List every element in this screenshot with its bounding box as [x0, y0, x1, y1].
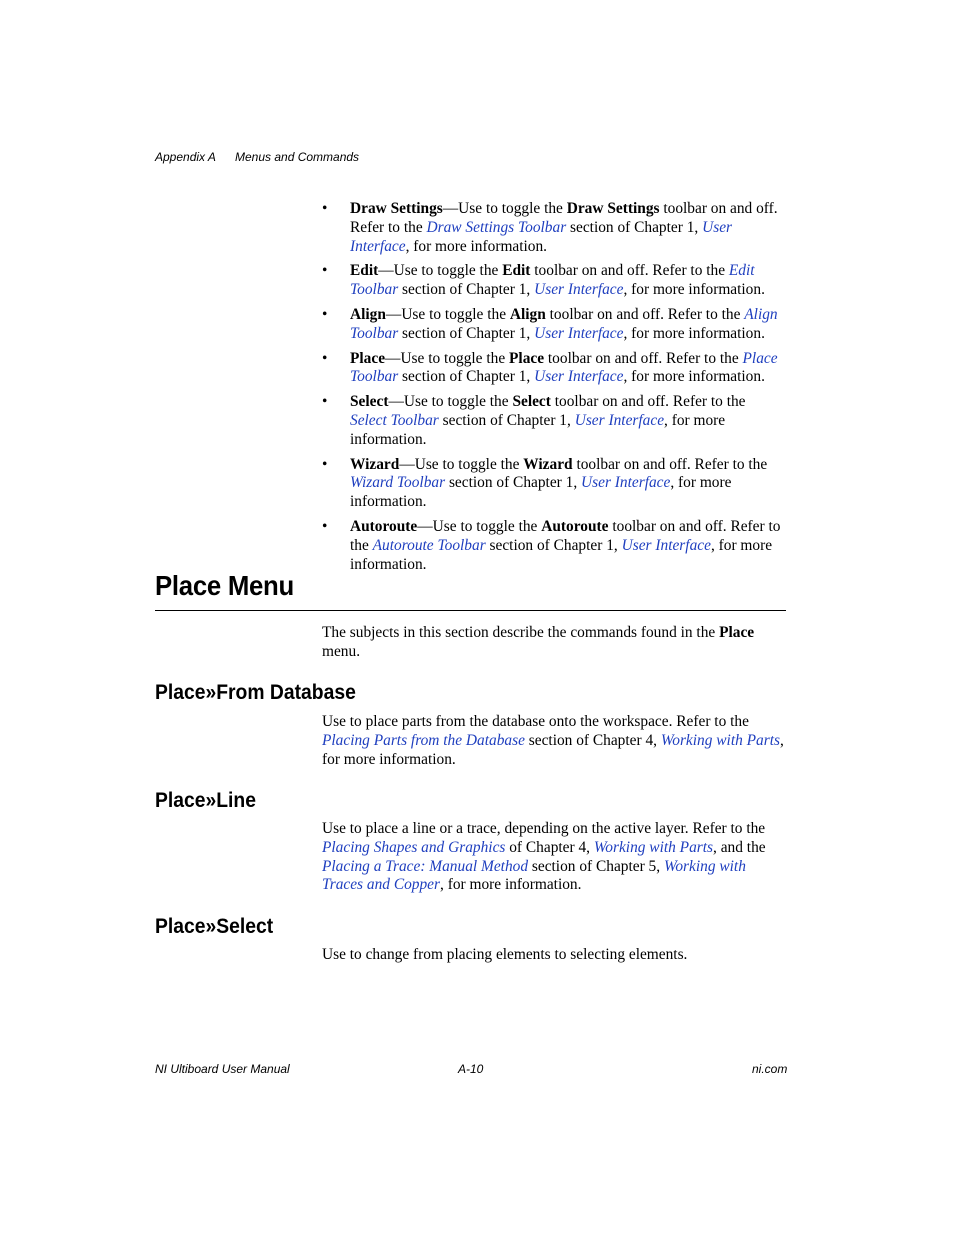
bullet-text: —Use to toggle the [378, 262, 503, 280]
link-placing-shapes[interactable]: Placing Shapes and Graphics [322, 838, 506, 856]
bullet-text: —Use to toggle the [399, 455, 524, 473]
bullet-text: section of Chapter 1, [445, 474, 582, 492]
bullet-text: , for more information. [350, 411, 726, 448]
bullet-text: toolbar on and off. Refer to the [572, 455, 768, 473]
select-heading: Place»Select [155, 915, 274, 938]
bullet-item [322, 350, 786, 388]
bullet-item [322, 200, 786, 256]
bullet-text: toolbar on and off. Refer to the [545, 305, 745, 323]
bullet-term: Align [350, 305, 386, 323]
header-title: Menus and Commands [235, 150, 360, 164]
intro-text: The subjects in this section describe the commands found in the [322, 624, 720, 641]
line-heading: Place»Line [155, 789, 256, 812]
bullet-chapter-link[interactable]: User Interface [574, 411, 665, 429]
bullet-bold: Draw Settings [566, 200, 660, 217]
text: Use to place parts from the database onto the workspace. Refer to the [322, 713, 749, 730]
bullet-bold: Place [509, 349, 545, 367]
bullet-text: —Use to toggle the [442, 200, 567, 217]
bullet-text: , for more information. [623, 281, 765, 299]
text: Use to place a line or a trace, depending on the active layer. Refer to the [322, 820, 766, 837]
bullet-text: , for more information. [350, 536, 773, 573]
bullet-text: , for more information. [623, 368, 765, 386]
bullet-term: Select [350, 393, 389, 411]
bullet-term: Draw Settings [350, 200, 443, 217]
bullet-text: toolbar on and off. Refer to the [530, 262, 729, 280]
bullet-text: toolbar on and off. Refer to the [550, 393, 746, 411]
bullet-marker: • [322, 393, 328, 411]
bullet-text: —Use to toggle the [388, 393, 513, 411]
bullet-item [322, 306, 786, 344]
footer-site: ni.com [752, 1062, 788, 1076]
bullet-text: section of Chapter 1, [398, 324, 535, 342]
place-menu-heading: Place Menu [155, 570, 294, 601]
bullet-text: section of Chapter 1, [566, 218, 703, 236]
bullet-marker: • [322, 349, 328, 367]
bullet-chapter-link[interactable]: User Interface [534, 368, 624, 386]
bullet-term: Place [350, 349, 386, 367]
bullet-chapter-link[interactable]: User Interface [581, 474, 671, 492]
bullet-text: section of Chapter 1, [485, 536, 622, 554]
bullet-chapter-link[interactable]: User Interface [350, 218, 733, 255]
text: , for more information. [322, 731, 784, 768]
select-text: Use to change from placing elements to selecting elements. [322, 946, 688, 963]
text: of Chapter 4, [505, 838, 594, 856]
link-placing-trace[interactable]: Placing a Trace: Manual Method [322, 857, 529, 875]
bullet-text: , for more information. [350, 474, 732, 511]
heading-rule [155, 610, 786, 611]
bullet-chapter-link[interactable]: User Interface [621, 536, 711, 554]
bullet-marker: • [322, 517, 328, 535]
bullet-term: Autoroute [350, 517, 418, 535]
place-menu-intro [322, 624, 786, 662]
bullet-bold: Wizard [523, 455, 573, 473]
intro-text-end: menu. [322, 642, 361, 660]
bullet-toolbar-link[interactable]: Wizard Toolbar [350, 474, 446, 492]
footer-manual: NI Ultiboard User Manual [155, 1062, 290, 1076]
bullet-text: —Use to toggle the [385, 305, 510, 323]
bullet-marker: • [322, 455, 328, 473]
bullet-bold: Autoroute [541, 517, 609, 535]
bullet-text: toolbar on and off. Refer to the [350, 517, 781, 554]
bullet-toolbar-link[interactable]: Place Toolbar [350, 349, 778, 386]
bullet-marker: • [322, 262, 328, 280]
bullet-toolbar-link[interactable]: Select Toolbar [350, 411, 439, 429]
link-placing-parts[interactable]: Placing Parts from the Database [322, 731, 525, 749]
bullet-term: Edit [350, 262, 379, 280]
text: section of Chapter 5, [528, 857, 664, 875]
bullet-chapter-link[interactable]: User Interface [534, 324, 624, 342]
bullet-bold: Select [512, 393, 551, 411]
line-text [322, 820, 786, 895]
bullet-toolbar-link[interactable]: Draw Settings Toolbar [426, 218, 567, 236]
bullet-text: —Use to toggle the [385, 349, 510, 367]
bullet-item [322, 393, 786, 449]
intro-bold: Place [719, 624, 755, 641]
bullet-text: section of Chapter 1, [438, 411, 575, 429]
running-header [155, 150, 359, 164]
from-database-text [322, 713, 786, 769]
bullet-text: section of Chapter 1, [398, 368, 535, 386]
bullet-term: Wizard [350, 455, 400, 473]
bullet-item [322, 518, 786, 574]
bullet-bold: Edit [502, 262, 531, 280]
bullet-toolbar-link[interactable]: Align Toolbar [350, 305, 778, 342]
bullet-text: —Use to toggle the [417, 517, 542, 535]
bullet-bold: Align [509, 305, 546, 323]
text: , for more information. [440, 876, 582, 894]
footer-page-number: A-10 [458, 1062, 484, 1076]
bullet-item [322, 456, 786, 512]
bullet-toolbar-link[interactable]: Edit Toolbar [350, 262, 755, 299]
bullet-text: toolbar on and off. Refer to the [350, 200, 778, 236]
from-database-heading: Place»From Database [155, 681, 356, 704]
text: , and the [713, 838, 766, 856]
link-working-with-parts[interactable]: Working with Parts [593, 838, 714, 856]
bullet-toolbar-link[interactable]: Autoroute Toolbar [372, 536, 486, 554]
header-appendix: Appendix A [155, 150, 216, 164]
text: section of Chapter 4, [524, 731, 661, 749]
link-working-with-parts[interactable]: Working with Parts [660, 731, 780, 749]
bullet-text: , for more information. [405, 237, 548, 255]
toolbar-bullet-list [322, 200, 786, 580]
bullet-marker: • [322, 200, 328, 217]
bullet-text: toolbar on and off. Refer to the [544, 349, 743, 367]
bullet-item [322, 262, 786, 300]
bullet-text: section of Chapter 1, [398, 281, 535, 299]
bullet-text: , for more information. [623, 324, 765, 342]
link-working-with-traces[interactable]: Working with Traces and Copper [322, 857, 746, 894]
bullet-chapter-link[interactable]: User Interface [534, 281, 624, 299]
bullet-marker: • [322, 305, 328, 323]
